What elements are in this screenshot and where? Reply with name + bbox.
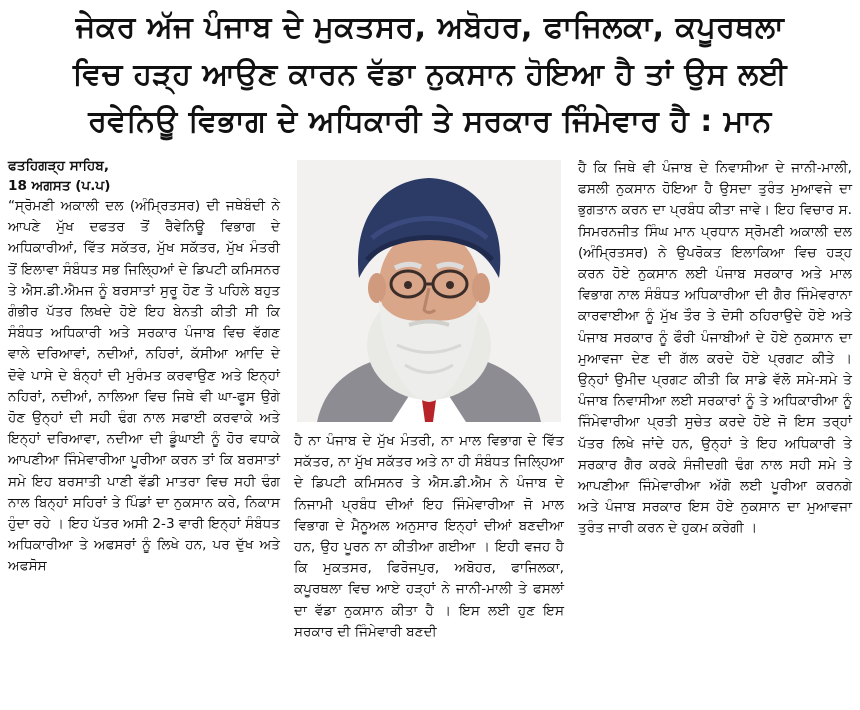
headline-line-2: ਵਿਚ ਹੜ੍ਹ ਆਉਣ ਕਾਰਨ ਵੱਡਾ ਨੁਕਸਾਨ ਹੋਇਆ ਹੈ ਤਾਂ ਉਸ ਲਈ <box>72 57 788 92</box>
dateline-place: ਫਤਹਿਗੜ੍ਹ ਸਾਹਿਬ, <box>8 158 110 174</box>
article-text-column-3: ਹੈ ਕਿ ਜਿਥੇ ਵੀ ਪੰਜਾਬ ਦੇ ਨਿਵਾਸੀਆ ਦੇ ਜਾਨੀ-ਮਾਲੀ, ਫਸਲੀ ਨੁਕਸਾਨ ਹੋਇਆ ਹੈ ਉਸਦਾ ਤੁਰੰਤ ਮੁਆਵਜੇ ਦਾ ਭੁਗਤਾਨ ਕਰਨ ਦਾ ਪ੍ਰਬੰਧ ਕੀਤਾ ਜਾਵੇ। ਇਹ ਵਿਚਾਰ ਸ. ਸਿਮਰਨਜੀਤ ਸਿੰਘ ਮਾਨ ਪ੍ਰਧਾਨ ਸ੍ਰੋਮਣੀ ਅਕਾਲੀ ਦਲ (ਅੰਮ੍ਰਿਤਸਰ) ਨੇ ਉਪਰੋਕਤ ਇਲਾਕਿਆ ਵਿਚ ਹੜ੍ਹ ਕਰਨ ਹੋਏ ਨੁਕਸਾਨ ਲਈ ਪੰਜਾਬ ਸਰਕਾਰ ਅਤੇ ਮਾਲ ਵਿਭਾਗ ਨਾਲ ਸੰਬੰਧਤ ਅਧਿਕਾਰੀਆ ਦੀ ਗੈਰ ਜਿੰਮੇਵਰਾਨਾ ਕਾਰਵਾਈਆ ਨੂੰ ਮੁੱਖ ਤੌਰ ਤੇ ਦੋਸੀ ਠਹਿਰਾਉਦੇ ਹੋਏ ਅਤੇ ਪੰਜਾਬ ਸਰਕਾਰ ਨੂੰ ਫੌਰੀ ਪੰਜਾਬੀਆਂ ਦੇ ਹੋਏ ਨੁਕਸਾਨ ਦਾ ਮੁਆਵਜਾ ਦੇਣ ਦੀ ਗੱਲ ਕਰਦੇ ਹੋਏ ਪ੍ਰਗਟ ਕੀਤੇ । ਉਨ੍ਹਾਂ ਉਮੀਦ ਪ੍ਰਗਟ ਕੀਤੀ ਕਿ ਸਾਡੇ ਵੱਲੋ ਸਮੇ-ਸਮੇ ਤੇ ਪੰਜਾਬ ਨਿਵਾਸੀਆ ਲਈ ਸਰਕਾਰਾਂ ਨੂੰ ਤੇ ਅਧਿਕਾਰੀਆ ਨੂੰ ਜਿੰਮੇਵਾਰੀਆ ਪ੍ਰਤੀ ਸੁਚੇਤ ਕਰਦੇ ਹੋਏ ਜੋ ਇਸ ਤਰ੍ਹਾਂ ਪੱਤਰ ਲਿਖੇ ਜਾਂਦੇ ਹਨ, ਉਨ੍ਹਾਂ ਤੇ ਇਹ ਅਧਿਕਾਰੀ ਤੇ ਸਰਕਾਰ ਗੈਰ ਕਰਕੇ ਸੰਜੀਦਗੀ ਢੰਗ ਨਾਲ ਸਹੀ ਸਮੇ ਤੇ ਆਪਣੀਆ ਜਿੰਮੇਵਾਰੀਆ ਅੱਗੋ ਲਈ ਪੂਰੀਆ ਕਰਨਗੇ ਅਤੇ ਪੰਜਾਬ ਸਰਕਾਰ ਇਸ ਹੋਏ ਨੁਕਸਾਨ ਦਾ ਮੁਆਵਜਾ ਤੁਰੰਤ ਜਾਰੀ ਕਰਨ ਦੇ ਹੁਕਮ ਕਰੇਗੀ । <box>578 160 852 537</box>
portrait-photo <box>297 160 561 422</box>
headline-line-1: ਜੇਕਰ ਅੱਜ ਪੰਜਾਬ ਦੇ ਮੁਕਤਸਰ, ਅਬੋਹਰ, ਫਾਜਿਲਕਾ, ਕਪੂਰਥਲਾ <box>75 10 785 45</box>
portrait-icon <box>297 160 561 422</box>
dateline-date: 18 ਅਗਸਤ (ਪ.ਪ) <box>8 178 111 194</box>
headline <box>8 4 852 145</box>
article-column-2 <box>294 431 564 643</box>
article-text-column-1: “ਸ੍ਰੋਮਣੀ ਅਕਾਲੀ ਦਲ (ਅੰਮ੍ਰਿਤਸਰ) ਦੀ ਜਥੇਬੰਦੀ ਨੇ ਆਪਣੇ ਮੁੱਖ ਦਫਤਰ ਤੋਂ ਰੈਵੇਨਿਊ ਵਿਭਾਗ ਦੇ ਅਧਿਕਾਰੀਆਂ, ਵਿੱਤ ਸਕੱਤਰ, ਮੁੱਖ ਸਕੱਤਰ, ਮੁੱਖ ਮੰਤਰੀ ਤੋਂ ਇਲਾਵਾ ਸੰਬੰਧਤ ਸਭ ਜਿਲ੍ਹਿਆਂ ਦੇ ਡਿਪਟੀ ਕਮਿਸਨਰ ਤੇ ਐਸ.ਡੀ.ਐਮਜ ਨੂੰ ਬਰਸਾਤਾਂ ਸੁਰੂ ਹੋਣ ਤੋ ਪਹਿਲੇ ਬਹੁਤ ਗੰਭੀਰ ਪੱਤਰ ਲਿਖਦੇ ਹੋਏ ਇਹ ਬੇਨਤੀ ਕੀਤੀ ਸੀ ਕਿ ਸੰਬੰਧਤ ਅਧਿਕਾਰੀ ਅਤੇ ਸਰਕਾਰ ਪੰਜਾਬ ਵਿਚ ਵੱਗਣ ਵਾਲੇ ਦਰਿਆਵਾਂ, ਨਦੀਆਂ, ਨਹਿਰਾਂ, ਕੱਸੀਆ ਆਦਿ ਦੇ ਦੋਵੇ ਪਾਸੇ ਦੇ ਬੰਨ੍ਹਾਂ ਦੀ ਮੁਰੰਮਤ ਕਰਵਾਉਣ ਅਤੇ ਇਨ੍ਹਾਂ ਨਹਿਰਾਂ, ਨਦੀਆਂ, ਨਾਲਿਆ ਵਿਚ ਜਿਥੇ ਵੀ ਘਾ-ਫੂਸ ਉਗੇ ਹੋਣ ਉਨ੍ਹਾਂ ਦੀ ਸਹੀ ਢੰਗ ਨਾਲ ਸਫਾਈ ਕਰਵਾਕੇ ਅਤੇ ਇਨ੍ਹਾਂ ਦਰਿਆਵਾ, ਨਦੀਆ ਦੀ ਡੂੰਘਾਈ ਨੂੰ ਹੋਰ ਵਧਾਕੇ ਆਪਣੀਆ ਜਿੰਮੇਵਾਰੀਆ ਪੂਰੀਆ ਕਰਨ ਤਾਂ ਕਿ ਬਰਸਾਤਾਂ ਸਮੇ ਇਹ ਬਰਸਾਤੀ ਪਾਣੀ ਵੱਡੀ ਮਾਤਰਾ ਵਿਚ ਸਹੀ ਢੰਗ ਨਾਲ ਬਿਨ੍ਹਾਂ ਸਹਿਰਾਂ ਤੇ ਪਿੰਡਾਂ ਦਾ ਨੁਕਸਾਨ ਕਰੇ, ਨਿਕਾਸ ਹੁੰਦਾ ਰਹੇ । ਇਹ ਪੱਤਰ ਅਸੀ 2-3 ਵਾਰੀ ਇਨ੍ਹਾਂ ਸੰਬੰਧਤ ਅਧਿਕਾਰੀਆ ਤੇ ਅਫਸਰਾਂ ਨੂੰ ਲਿਖੇ ਹਨ, ਪਰ ਦੁੱਖ ਅਤੇ ਅਫਸੋਸ <box>8 198 280 575</box>
article-column-3 <box>578 158 852 540</box>
article-text-column-2: ਹੈ ਨਾ ਪੰਜਾਬ ਦੇ ਮੁੱਖ ਮੰਤਰੀ, ਨਾ ਮਾਲ ਵਿਭਾਗ ਦੇ ਵਿੱਤ ਸਕੱਤਰ, ਨਾ ਮੁੱਖ ਸਕੱਤਰ ਅਤੇ ਨਾ ਹੀ ਸੰਬੰਧਤ ਜਿਲ੍ਹਿਆ ਦੇ ਡਿਪਟੀ ਕਮਿਸਨਰ ਤੇ ਐਸ.ਡੀ.ਐਮ ਨੇ ਪੰਜਾਬ ਦੇ ਨਿਜਾਮੀ ਪ੍ਰਬੰਧ ਦੀਆਂ ਇਹ ਜਿੰਮੇਵਾਰੀਆ ਜੋ ਮਾਲ ਵਿਭਾਗ ਦੇ ਮੈਨੂਅਲ ਅਨੁਸਾਰ ਇਨ੍ਹਾਂ ਦੀਆਂ ਬਣਦੀਆ ਹਨ, ਉਹ ਪੂਰਨ ਨਾ ਕੀਤੀਆ ਗਈਆ । ਇਹੀ ਵਜਹ ਹੈ ਕਿ ਮੁਕਤਸਰ, ਫਿਰੋਜਪੁਰ, ਅਬੋਹਰ, ਫਾਜਿਲਕਾ, ਕਪੂਰਥਲਾ ਵਿਚ ਆਏ ਹੜ੍ਹਾਂ ਨੇ ਜਾਨੀ-ਮਾਲੀ ਤੇ ਫਸਲਾਂ ਦਾ ਵੱਡਾ ਨੁਕਸਾਨ ਕੀਤਾ ਹੈ । ਇਸ ਲਈ ਹੁਣ ਇਸ ਸਰਕਾਰ ਦੀ ਜਿੰਮੇਵਾਰੀ ਬਣਦੀ <box>294 433 564 640</box>
headline-line-3: ਰਵੇਨਿਊ ਵਿਭਾਗ ਦੇ ਅਧਿਕਾਰੀ ਤੇ ਸਰਕਾਰ ਜਿੰਮੇਵਾਰ ਹੈ : ਮਾਨ <box>88 104 772 139</box>
article-column-1 <box>8 156 280 578</box>
